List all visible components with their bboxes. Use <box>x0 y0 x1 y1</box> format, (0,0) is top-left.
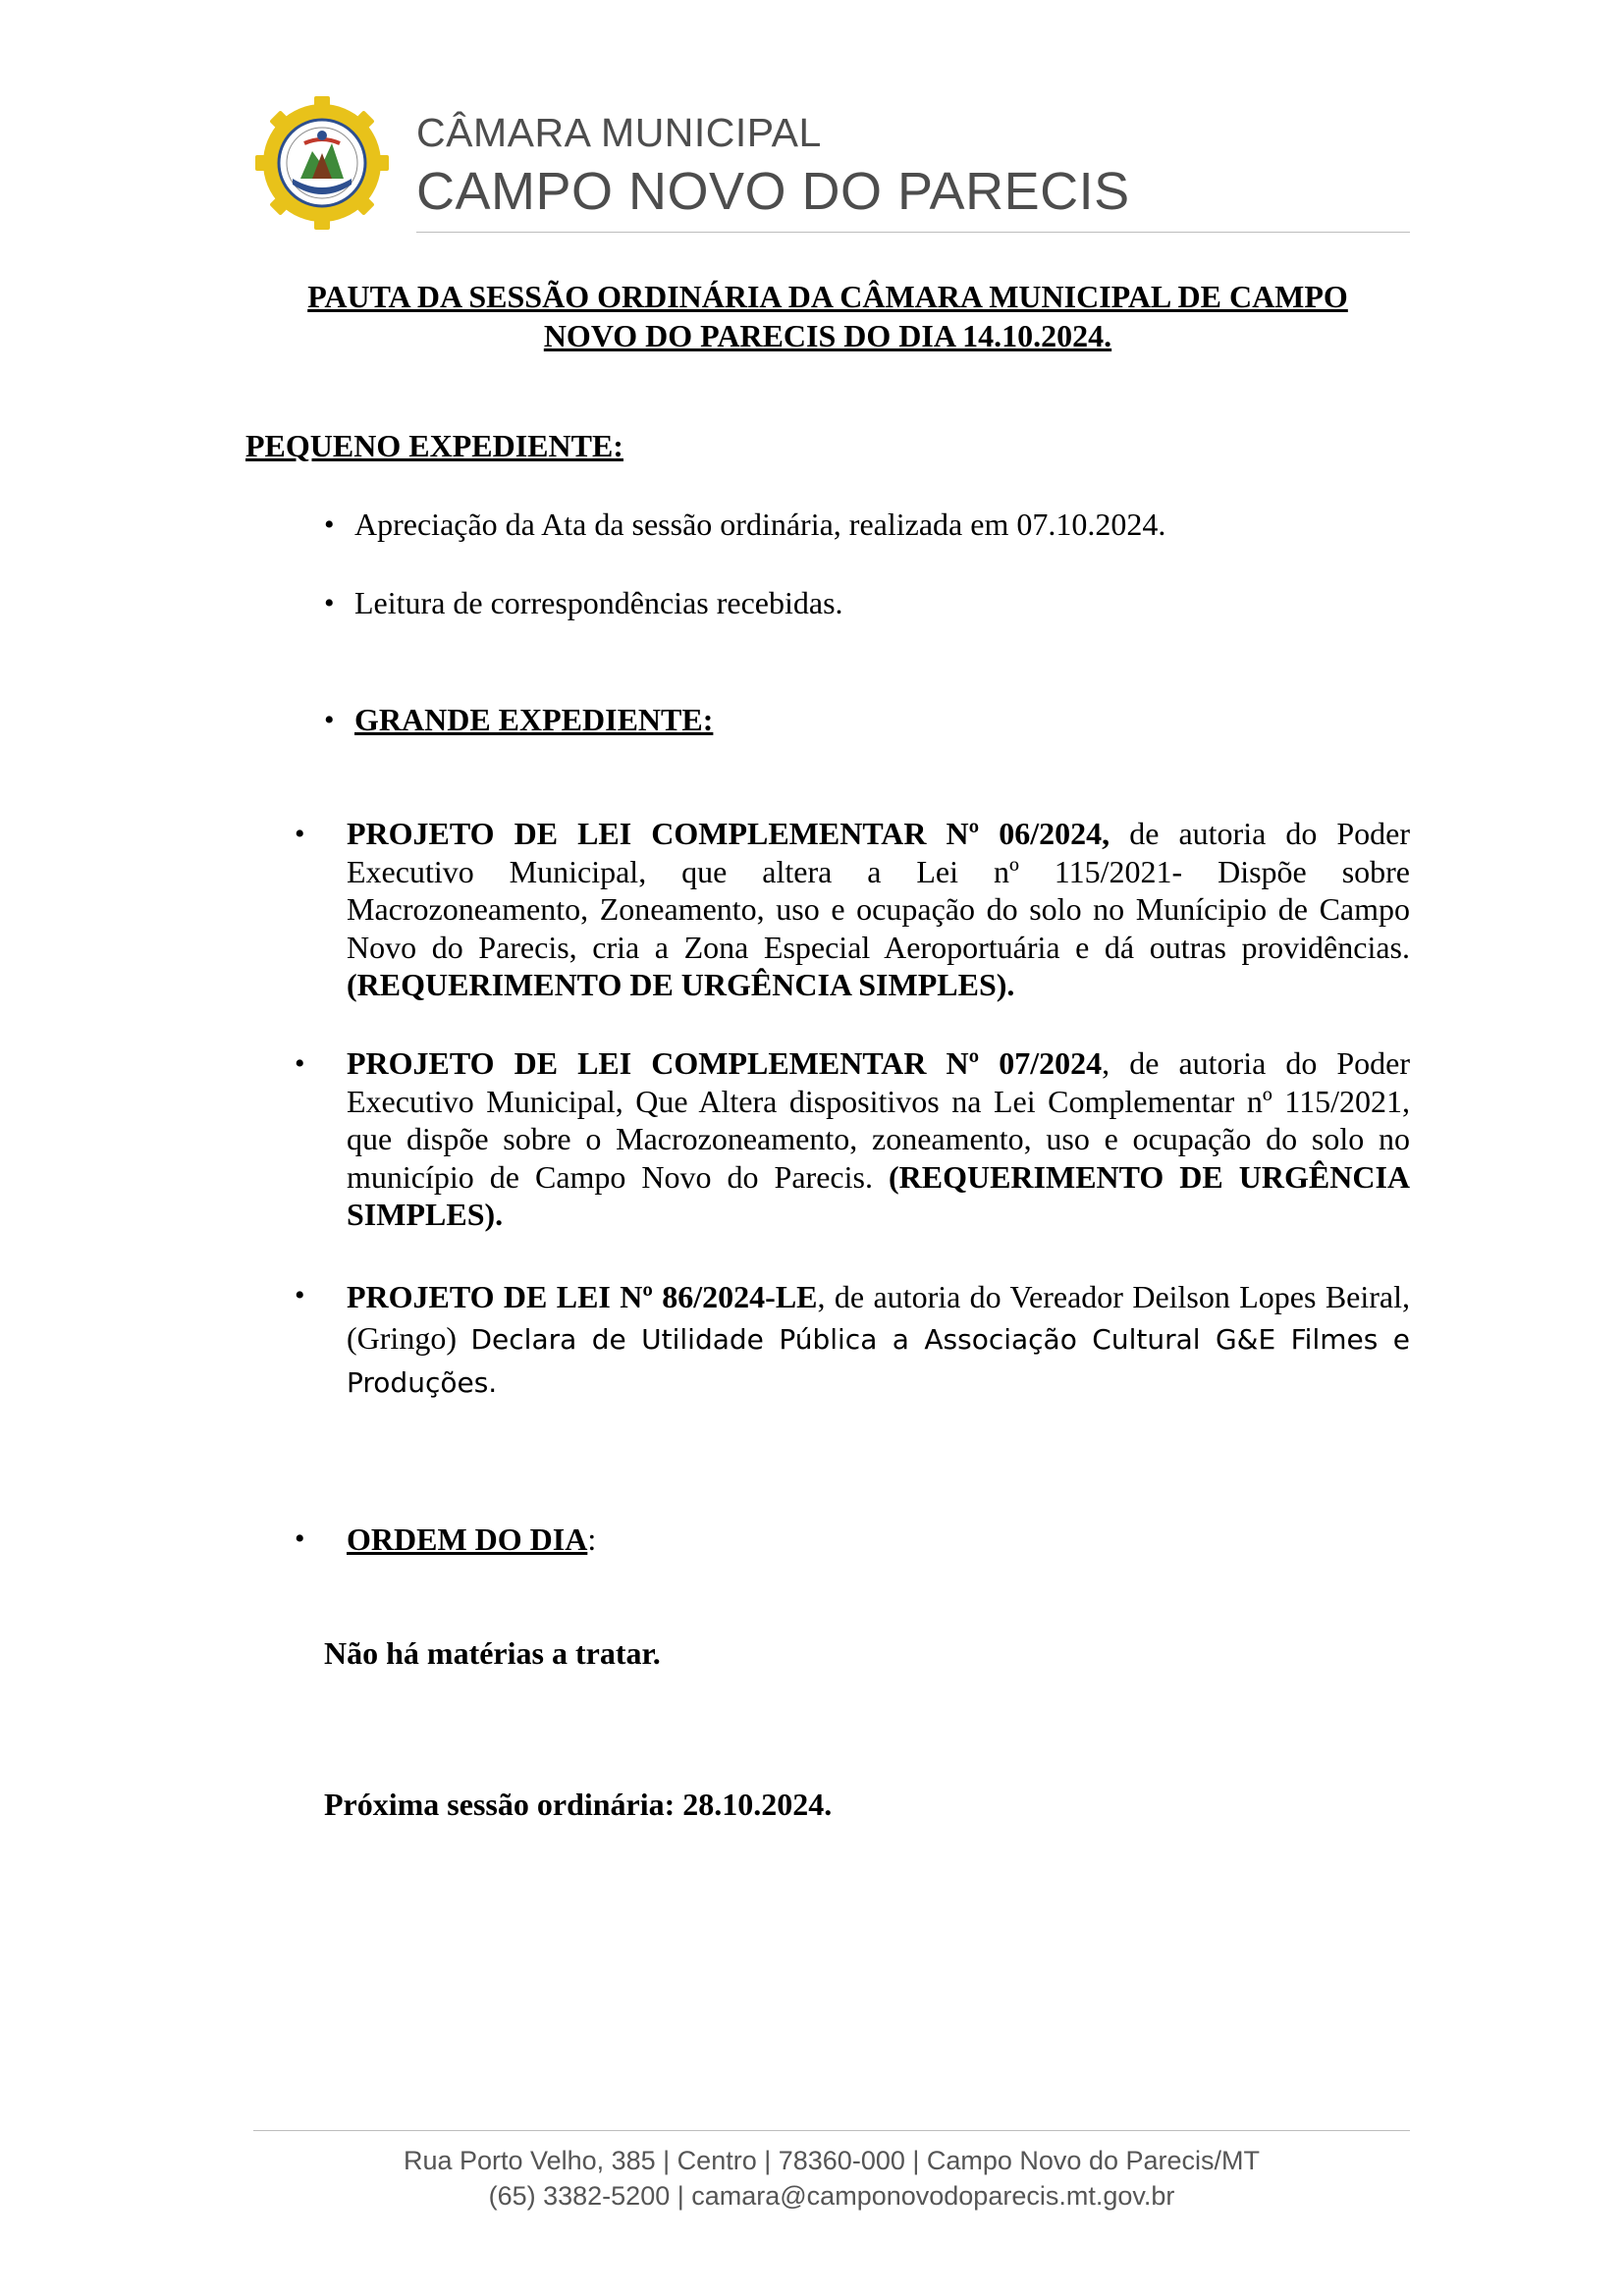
agenda-item-lead: PROJETO DE LEI COMPLEMENTAR Nº 07/2024 <box>347 1045 1103 1081</box>
footer-divider <box>253 2130 1410 2131</box>
municipal-seal-logo <box>253 94 391 232</box>
section-heading-ordem-do-dia-wrap <box>347 1520 596 1559</box>
list-item-correspondencias: Leitura de correspondências recebidas. <box>354 585 843 620</box>
agenda-item-lead: PROJETO DE LEI Nº 86/2024-LE <box>347 1279 818 1314</box>
agenda-item-body: , de autoria do Vereador Deilson Lopes Beiral, (Gringo) <box>347 1279 1411 1356</box>
agenda-item-lead: PROJETO DE LEI COMPLEMENTAR Nº 06/2024, <box>347 816 1110 851</box>
agenda-item-plc-07-2024 <box>347 1044 1410 1234</box>
brand-title-top: CÂMARA MUNICIPAL <box>416 110 822 155</box>
bullet-icon: • <box>324 704 335 736</box>
footer-contact: (65) 3382-5200 | camara@camponovodoparecis.mt.gov.br <box>488 2181 1175 2211</box>
agenda-item-body: de autoria do Poder Executivo Municipal, que altera a Lei nº 115/2021- Dispõe sobre Macrozoneamento, Zoneamento, uso e ocupação do solo no Munícipio de Campo Novo do Parecis, cria a Zona Especial Aeroportuária e dá outras providências. <box>347 816 1411 965</box>
heading-colon: : <box>587 1522 597 1557</box>
agenda-item-tail: (REQUERIMENTO DE URGÊNCIA SIMPLES). <box>347 1158 1410 1232</box>
agenda-item-tail: (REQUERIMENTO DE URGÊNCIA SIMPLES). <box>347 967 1015 1002</box>
bullet-icon: • <box>295 1522 305 1555</box>
section-heading-pequeno-expediente: PEQUENO EXPEDIENTE: <box>245 428 623 463</box>
bullet-icon: • <box>295 1279 305 1311</box>
footer-address: Rua Porto Velho, 385 | Centro | 78360-000 | Campo Novo do Parecis/MT <box>403 2146 1260 2175</box>
section-heading-grande-expediente: GRANDE EXPEDIENTE: <box>354 702 714 737</box>
list-item-ata: Apreciação da Ata da sessão ordinária, realizada em 07.10.2024. <box>354 507 1166 542</box>
bullet-icon: • <box>324 587 335 619</box>
document-title-line-1: PAUTA DA SESSÃO ORDINÁRIA DA CÂMARA MUNICIPAL DE CAMPO <box>307 279 1348 314</box>
bullet-icon: • <box>295 818 305 850</box>
header-divider <box>416 232 1410 233</box>
bullet-icon: • <box>295 1047 305 1080</box>
agenda-item-body: , de autoria do Poder Executivo Municipal, Que Altera dispositivos na Lei Complementar nº 115/2021, que dispõe sobre o Macrozoneamento, zoneamento, uso e ocupação do solo no município de Campo Novo do Parecis. <box>347 1045 1411 1195</box>
agenda-item-plc-06-2024 <box>347 815 1410 1004</box>
agenda-item-description: Declara de Utilidade Pública a Associação Cultural G&E Filmes e Produções. <box>347 1323 1410 1399</box>
next-session-note: Próxima sessão ordinária: 28.10.2024. <box>324 1787 833 1822</box>
section-heading-ordem-do-dia: ORDEM DO DIA <box>347 1522 588 1557</box>
brand-title-main: CAMPO NOVO DO PARECIS <box>416 162 1130 221</box>
agenda-item-pl-86-2024 <box>347 1276 1410 1404</box>
document-title <box>245 277 1410 355</box>
bullet-icon: • <box>324 508 335 541</box>
document-title-line-2: NOVO DO PARECIS DO DIA 14.10.2024. <box>543 318 1112 353</box>
no-matters-note: Não há matérias a tratar. <box>324 1635 661 1671</box>
